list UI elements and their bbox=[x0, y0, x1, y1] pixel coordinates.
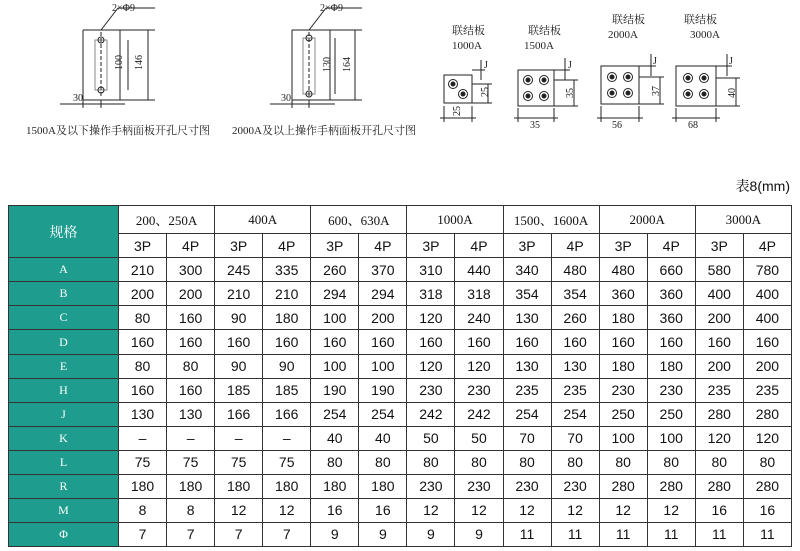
table-cell: 190 bbox=[311, 378, 359, 402]
table-cell: 254 bbox=[551, 402, 599, 426]
pole-header: 4P bbox=[551, 234, 599, 258]
table-cell: 90 bbox=[263, 354, 311, 378]
table-cell: 160 bbox=[119, 378, 167, 402]
table-cell: 160 bbox=[311, 330, 359, 354]
table-cell: 230 bbox=[647, 378, 695, 402]
table-cell: 166 bbox=[263, 402, 311, 426]
table-cell: 16 bbox=[359, 498, 407, 522]
table-cell: 50 bbox=[455, 426, 503, 450]
table-cell: 180 bbox=[311, 474, 359, 498]
table-cell: 9 bbox=[455, 522, 503, 546]
table-cell: 80 bbox=[119, 306, 167, 330]
plate-1500-dim-h: 35 bbox=[565, 88, 576, 98]
table-cell: 12 bbox=[215, 498, 263, 522]
table-cell: 80 bbox=[647, 450, 695, 474]
group-header-row bbox=[9, 206, 792, 234]
table-cell: 235 bbox=[551, 378, 599, 402]
row-label: R bbox=[9, 474, 119, 498]
table-cell: 90 bbox=[215, 306, 263, 330]
table-cell: 480 bbox=[551, 258, 599, 282]
table-cell: 160 bbox=[455, 330, 503, 354]
table-cell: 180 bbox=[263, 474, 311, 498]
table-cell: 12 bbox=[455, 498, 503, 522]
table-cell: 200 bbox=[695, 306, 743, 330]
table-cell: 400 bbox=[743, 306, 791, 330]
table-cell: 180 bbox=[647, 354, 695, 378]
table-cell: 340 bbox=[503, 258, 551, 282]
table-cell: 280 bbox=[695, 402, 743, 426]
table-cell: 180 bbox=[167, 474, 215, 498]
table-cell: 100 bbox=[359, 354, 407, 378]
table-cell: 130 bbox=[119, 402, 167, 426]
row-label: K bbox=[9, 426, 119, 450]
table-cell: 120 bbox=[407, 306, 455, 330]
panel-small-caption: 1500A及以下操作手柄面板开孔尺寸图 bbox=[26, 125, 210, 137]
table-cell: 80 bbox=[695, 450, 743, 474]
table-cell: 180 bbox=[599, 354, 647, 378]
corner-cell: 规格 bbox=[9, 206, 119, 258]
pole-header: 4P bbox=[647, 234, 695, 258]
table-cell: 7 bbox=[263, 522, 311, 546]
table-cell: 16 bbox=[695, 498, 743, 522]
table-cell: 200 bbox=[119, 282, 167, 306]
table-cell: – bbox=[215, 426, 263, 450]
pole-header: 4P bbox=[263, 234, 311, 258]
table-cell: 80 bbox=[455, 450, 503, 474]
table-cell: 242 bbox=[407, 402, 455, 426]
plate-3000-dim-h: 40 bbox=[727, 88, 738, 98]
table-row bbox=[9, 258, 792, 282]
table-cell: 235 bbox=[695, 378, 743, 402]
pole-header: 4P bbox=[167, 234, 215, 258]
table-cell: 12 bbox=[503, 498, 551, 522]
table-cell: 230 bbox=[599, 378, 647, 402]
table-cell: 370 bbox=[359, 258, 407, 282]
table-row bbox=[9, 522, 792, 546]
table-row bbox=[9, 474, 792, 498]
table-cell: 294 bbox=[311, 282, 359, 306]
table-cell: 8 bbox=[167, 498, 215, 522]
table-cell: 354 bbox=[503, 282, 551, 306]
table-cell: 180 bbox=[119, 474, 167, 498]
table-cell: 310 bbox=[407, 258, 455, 282]
table-cell: 200 bbox=[695, 354, 743, 378]
group-header: 1500、1600A bbox=[503, 206, 599, 234]
table-cell: 245 bbox=[215, 258, 263, 282]
table-cell: 160 bbox=[167, 378, 215, 402]
table-cell: 360 bbox=[647, 306, 695, 330]
table-cell: 230 bbox=[407, 378, 455, 402]
table-cell: 180 bbox=[599, 306, 647, 330]
table-cell: 12 bbox=[599, 498, 647, 522]
plate-1500-title: 联结板 bbox=[528, 25, 561, 37]
table-cell: 80 bbox=[743, 450, 791, 474]
pole-header: 3P bbox=[599, 234, 647, 258]
table-cell: 130 bbox=[503, 306, 551, 330]
plate-1000-j: J bbox=[484, 60, 488, 71]
plate-3000-title: 联结板 bbox=[684, 14, 717, 26]
plate-1000-dim-h: 25 bbox=[480, 87, 491, 97]
plate-3000-dim-w: 68 bbox=[688, 120, 698, 131]
plate-1000-rating: 1000A bbox=[452, 40, 482, 52]
table-cell: 160 bbox=[551, 330, 599, 354]
table-cell: 70 bbox=[551, 426, 599, 450]
table-cell: 160 bbox=[503, 330, 551, 354]
table-cell: 75 bbox=[263, 450, 311, 474]
pole-header: 4P bbox=[455, 234, 503, 258]
table-cell: 80 bbox=[359, 450, 407, 474]
table-cell: 7 bbox=[215, 522, 263, 546]
table-row bbox=[9, 402, 792, 426]
table-cell: 210 bbox=[215, 282, 263, 306]
group-header: 200、250A bbox=[119, 206, 215, 234]
table-cell: 80 bbox=[311, 450, 359, 474]
pole-header: 4P bbox=[359, 234, 407, 258]
table-cell: 200 bbox=[743, 354, 791, 378]
table-cell: 180 bbox=[359, 474, 407, 498]
pole-header: 3P bbox=[119, 234, 167, 258]
table-cell: 90 bbox=[215, 354, 263, 378]
spec-table bbox=[8, 205, 792, 547]
table-cell: 280 bbox=[743, 402, 791, 426]
table-cell: 230 bbox=[455, 378, 503, 402]
table-cell: 318 bbox=[455, 282, 503, 306]
table-cell: 254 bbox=[359, 402, 407, 426]
row-label: D bbox=[9, 330, 119, 354]
table-row bbox=[9, 498, 792, 522]
table-cell: 160 bbox=[407, 330, 455, 354]
table-cell: 160 bbox=[599, 330, 647, 354]
table-cell: 335 bbox=[263, 258, 311, 282]
table-cell: 242 bbox=[455, 402, 503, 426]
row-label: M bbox=[9, 498, 119, 522]
table-cell: 100 bbox=[599, 426, 647, 450]
table-cell: 354 bbox=[551, 282, 599, 306]
table-cell: 75 bbox=[119, 450, 167, 474]
table-cell: 160 bbox=[263, 330, 311, 354]
group-header: 600、630A bbox=[311, 206, 407, 234]
plate-1500-dim-w: 35 bbox=[530, 120, 540, 131]
technical-drawings bbox=[0, 0, 800, 140]
table-cell: 100 bbox=[647, 426, 695, 450]
table-cell: 12 bbox=[407, 498, 455, 522]
row-label: E bbox=[9, 354, 119, 378]
table-cell: 11 bbox=[647, 522, 695, 546]
table-cell: 16 bbox=[743, 498, 791, 522]
table-cell: 40 bbox=[311, 426, 359, 450]
panel-small-dim-outer: 146 bbox=[134, 55, 145, 70]
table-cell: 7 bbox=[119, 522, 167, 546]
row-label: J bbox=[9, 402, 119, 426]
table-cell: 480 bbox=[599, 258, 647, 282]
table-row bbox=[9, 282, 792, 306]
table-cell: 70 bbox=[503, 426, 551, 450]
pole-header: 3P bbox=[695, 234, 743, 258]
table-row bbox=[9, 354, 792, 378]
table-cell: 130 bbox=[503, 354, 551, 378]
table-cell: 180 bbox=[215, 474, 263, 498]
table-cell: 230 bbox=[551, 474, 599, 498]
table-cell: 100 bbox=[311, 354, 359, 378]
table-cell: 12 bbox=[263, 498, 311, 522]
panel-large-dim-outer: 164 bbox=[342, 57, 353, 72]
table-cell: 120 bbox=[455, 354, 503, 378]
table-cell: 580 bbox=[695, 258, 743, 282]
table-cell: 294 bbox=[359, 282, 407, 306]
table-cell: 180 bbox=[263, 306, 311, 330]
table-cell: 9 bbox=[407, 522, 455, 546]
pole-header: 3P bbox=[215, 234, 263, 258]
table-cell: 780 bbox=[743, 258, 791, 282]
group-header: 1000A bbox=[407, 206, 503, 234]
table-cell: 11 bbox=[551, 522, 599, 546]
table-cell: 250 bbox=[599, 402, 647, 426]
table-cell: 130 bbox=[551, 354, 599, 378]
row-label: A bbox=[9, 258, 119, 282]
plate-1500-j: J bbox=[568, 60, 572, 71]
table-cell: 400 bbox=[695, 282, 743, 306]
table-cell: 250 bbox=[647, 402, 695, 426]
table-cell: 400 bbox=[743, 282, 791, 306]
table-cell: 660 bbox=[647, 258, 695, 282]
table-cell: 280 bbox=[647, 474, 695, 498]
table-cell: 7 bbox=[167, 522, 215, 546]
table-cell: 80 bbox=[119, 354, 167, 378]
plate-3000-j: J bbox=[729, 56, 733, 67]
panel-large-hole-label: 2×Φ9 bbox=[320, 3, 343, 14]
table-cell: 160 bbox=[359, 330, 407, 354]
group-header: 3000A bbox=[695, 206, 791, 234]
table-cell: 235 bbox=[503, 378, 551, 402]
pole-header: 3P bbox=[311, 234, 359, 258]
table-cell: 230 bbox=[455, 474, 503, 498]
table-row bbox=[9, 306, 792, 330]
table-cell: 440 bbox=[455, 258, 503, 282]
panel-small-hole-label: 2×Φ9 bbox=[112, 3, 135, 14]
plate-2000-title: 联结板 bbox=[612, 14, 645, 26]
table-label: 表8(mm) bbox=[735, 178, 790, 194]
table-row bbox=[9, 330, 792, 354]
table-cell: – bbox=[167, 426, 215, 450]
table-cell: 254 bbox=[503, 402, 551, 426]
table-cell: 75 bbox=[215, 450, 263, 474]
plate-1000-title: 联结板 bbox=[452, 25, 485, 37]
plate-2000-j: J bbox=[653, 56, 657, 67]
plate-1000-dim-w: 25 bbox=[452, 106, 463, 116]
table-cell: 75 bbox=[167, 450, 215, 474]
table-cell: 280 bbox=[695, 474, 743, 498]
table-cell: 80 bbox=[551, 450, 599, 474]
table-row bbox=[9, 426, 792, 450]
row-label: C bbox=[9, 306, 119, 330]
plate-3000-rating: 3000A bbox=[690, 29, 720, 41]
pole-header: 4P bbox=[743, 234, 791, 258]
table-cell: 12 bbox=[647, 498, 695, 522]
panel-small-dim-inner: 100 bbox=[114, 55, 125, 70]
table-cell: 40 bbox=[359, 426, 407, 450]
table-cell: 260 bbox=[551, 306, 599, 330]
table-cell: 120 bbox=[695, 426, 743, 450]
table-cell: 166 bbox=[215, 402, 263, 426]
table-cell: 280 bbox=[743, 474, 791, 498]
table-cell: 230 bbox=[503, 474, 551, 498]
table-cell: 11 bbox=[599, 522, 647, 546]
table-cell: 80 bbox=[503, 450, 551, 474]
table-cell: 318 bbox=[407, 282, 455, 306]
table-cell: 160 bbox=[167, 330, 215, 354]
plate-2000-rating: 2000A bbox=[608, 29, 638, 41]
table-cell: 9 bbox=[311, 522, 359, 546]
row-label: H bbox=[9, 378, 119, 402]
group-header: 400A bbox=[215, 206, 311, 234]
row-label: Φ bbox=[9, 522, 119, 546]
panel-large-dim-offset: 30 bbox=[281, 93, 291, 104]
table-cell: 160 bbox=[167, 306, 215, 330]
table-cell: 280 bbox=[599, 474, 647, 498]
table-cell: 160 bbox=[215, 330, 263, 354]
table-cell: 185 bbox=[263, 378, 311, 402]
table-cell: 260 bbox=[311, 258, 359, 282]
row-label: L bbox=[9, 450, 119, 474]
table-cell: 160 bbox=[743, 330, 791, 354]
table-cell: 130 bbox=[167, 402, 215, 426]
table-cell: 190 bbox=[359, 378, 407, 402]
drawings-svg bbox=[0, 0, 800, 140]
table-cell: 230 bbox=[407, 474, 455, 498]
table-cell: 80 bbox=[167, 354, 215, 378]
table-cell: 120 bbox=[407, 354, 455, 378]
table-row bbox=[9, 450, 792, 474]
table-cell: 160 bbox=[647, 330, 695, 354]
pole-header-row bbox=[9, 234, 792, 258]
table-cell: 185 bbox=[215, 378, 263, 402]
table-cell: – bbox=[263, 426, 311, 450]
table-cell: 240 bbox=[455, 306, 503, 330]
table-cell: 235 bbox=[743, 378, 791, 402]
table-cell: 200 bbox=[167, 282, 215, 306]
spec-table-body bbox=[9, 206, 792, 547]
table-cell: 300 bbox=[167, 258, 215, 282]
table-cell: 11 bbox=[743, 522, 791, 546]
table-cell: 9 bbox=[359, 522, 407, 546]
table-cell: 160 bbox=[695, 330, 743, 354]
table-row bbox=[9, 378, 792, 402]
table-cell: 8 bbox=[119, 498, 167, 522]
table-cell: 80 bbox=[407, 450, 455, 474]
table-cell: 100 bbox=[311, 306, 359, 330]
plate-2000-dim-w: 56 bbox=[612, 120, 622, 131]
group-header: 2000A bbox=[599, 206, 695, 234]
panel-large-caption: 2000A及以上操作手柄面板开孔尺寸图 bbox=[232, 125, 416, 137]
row-label: B bbox=[9, 282, 119, 306]
table-cell: 80 bbox=[599, 450, 647, 474]
table-cell: 50 bbox=[407, 426, 455, 450]
table-cell: 11 bbox=[695, 522, 743, 546]
table-cell: 11 bbox=[503, 522, 551, 546]
table-cell: 360 bbox=[599, 282, 647, 306]
panel-small-dim-offset: 30 bbox=[73, 93, 83, 104]
table-cell: 12 bbox=[551, 498, 599, 522]
table-cell: 200 bbox=[359, 306, 407, 330]
table-cell: 210 bbox=[119, 258, 167, 282]
table-cell: 360 bbox=[647, 282, 695, 306]
pole-header: 3P bbox=[407, 234, 455, 258]
panel-large-dim-inner: 130 bbox=[322, 57, 333, 72]
table-cell: 16 bbox=[311, 498, 359, 522]
table-cell: 160 bbox=[119, 330, 167, 354]
table-cell: 254 bbox=[311, 402, 359, 426]
plate-1500-rating: 1500A bbox=[524, 40, 554, 52]
plate-2000-dim-h: 37 bbox=[651, 86, 662, 96]
pole-header: 3P bbox=[503, 234, 551, 258]
table-cell: 210 bbox=[263, 282, 311, 306]
table-cell: – bbox=[119, 426, 167, 450]
table-cell: 120 bbox=[743, 426, 791, 450]
